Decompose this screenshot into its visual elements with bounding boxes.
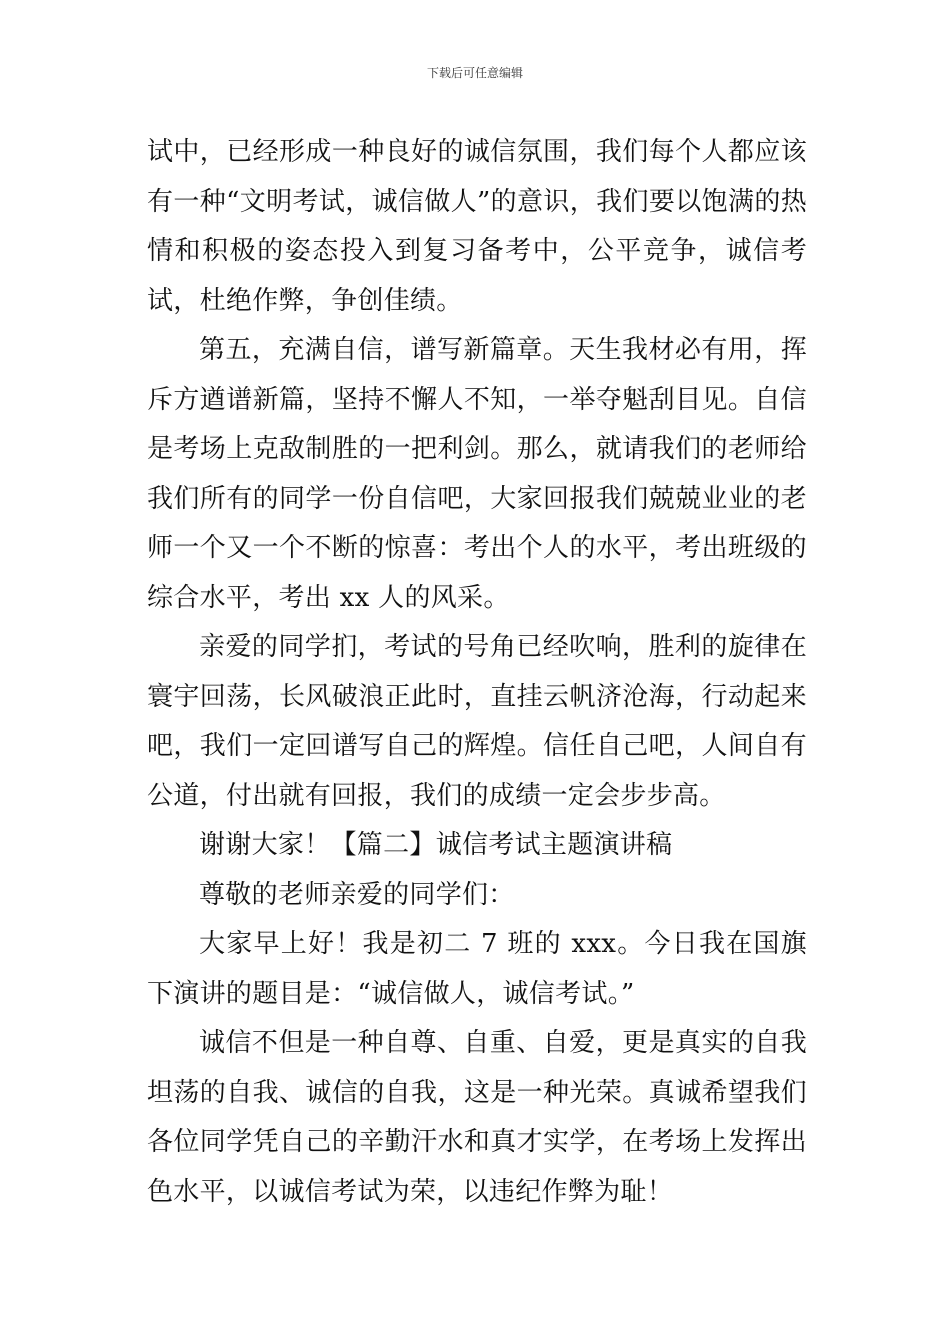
paragraph-exhortation: 亲爱的同学扪，考试的号角已经吹响，胜利的旋律在寰宇回荡，长风破浪正此时，直挂云帆济沧海，行动起来吧，我们一定回谱写自己的辉煌。信任自己吧，人间自有公道，付出就有回报，我们的成绩一定会步步高。 bbox=[147, 632, 807, 811]
document-body bbox=[147, 128, 807, 1217]
page-header: 下载后可任意编辑 bbox=[426, 66, 523, 80]
paragraph-salutation: 尊敬的老师亲爱的同学们： bbox=[199, 879, 515, 910]
paragraph-integrity: 诚信不但是一种自尊、自重、自爱，更是真实的自我坦荡的自我、诚信的自我，这是一种光荣。真诚希望我们各位同学凭自己的辛勤汗水和真才实学，在考场上发挥出色水平，以诚信考试为荣，以违纪作弊为耻！ bbox=[147, 1028, 807, 1207]
paragraph-thanks-and-heading: 谢谢大家！【篇二】诚信考试主题演讲稿 bbox=[199, 830, 673, 860]
paragraph-greeting: 大家早上好！我是初二 7 班的 xxx。今日我在国旗下演讲的题目是：“诚信做人，诚信考试。” bbox=[147, 929, 807, 1009]
paragraph-confidence: 第五，充满自信，谱写新篇章。天生我材必有用，挥斥方遒谱新篇，坚持不懈人不知，一举夺魁刮目见。自信是考场上克敌制胜的一把利剑。那么，就请我们的老师给我们所有的同学一份自信吧，大家回报我们兢兢业业的老师一个又一个不断的惊喜：考出个人的水平，考出班级的综合水平，考出 xx 人的风采。 bbox=[147, 335, 807, 613]
paragraph-continuation: 试中，已经形成一种良好的诚信氛围，我们每个人都应该有一种“文明考试，诚信做人”的意识，我们要以饱满的热情和积极的姿态投入到复习备考中，公平竞争，诚信考试，杜绝作弊，争创佳绩。 bbox=[147, 137, 807, 316]
